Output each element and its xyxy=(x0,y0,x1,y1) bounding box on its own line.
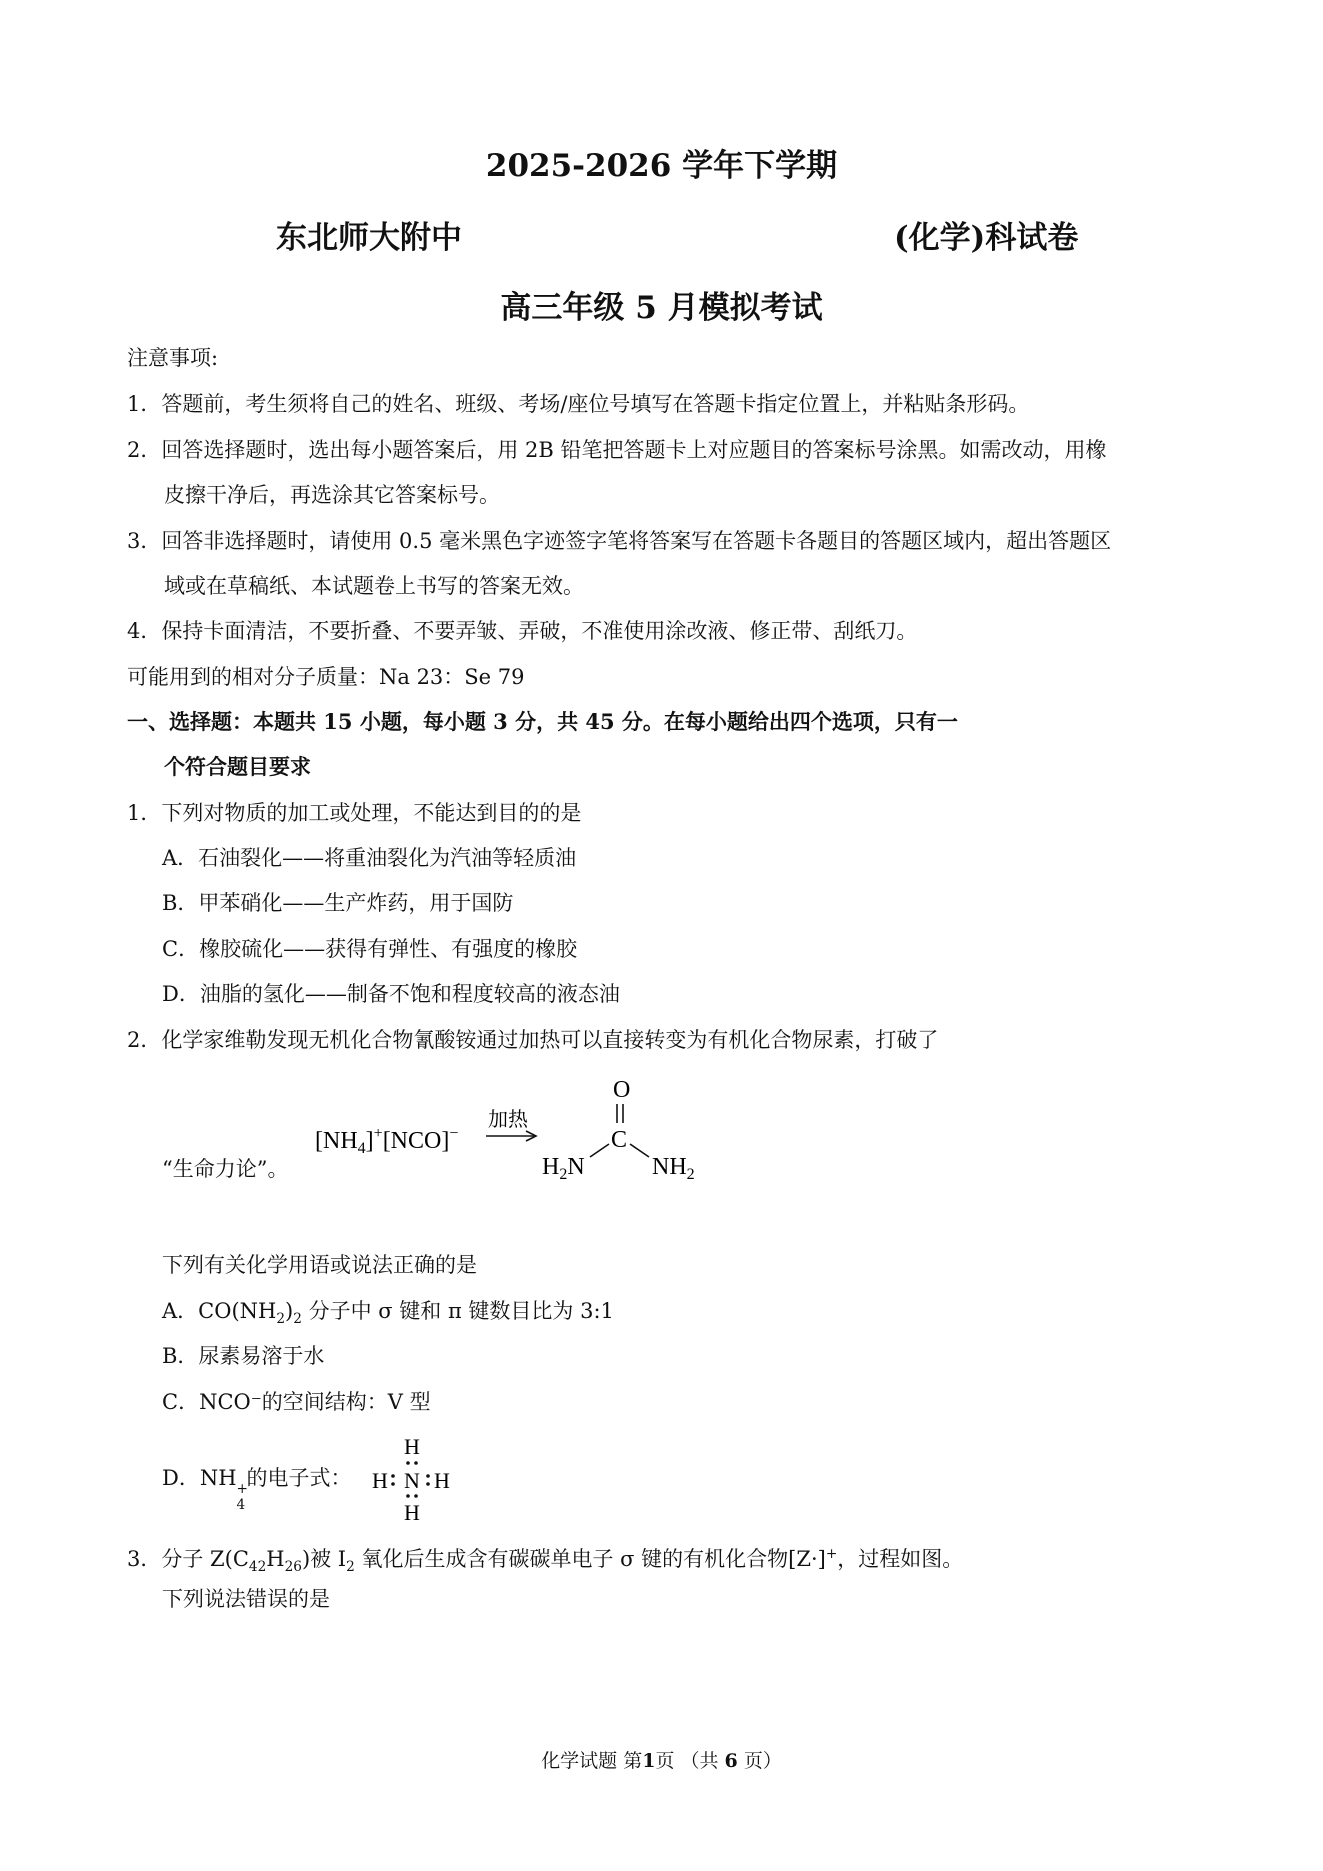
h-right: H xyxy=(434,1468,450,1493)
subject-title: (化学)科试卷 xyxy=(894,220,1079,256)
ammonium-formula: $[NH_4]^+[NCO]^-$ xyxy=(315,1125,459,1157)
question-2-option-c: C．NCO⁻的空间结构：V 型 xyxy=(162,1390,431,1414)
relative-mass-line: 可能用到的相对分子质量：Na 23：Se 79 xyxy=(127,665,525,689)
notice-heading: 注意事项: xyxy=(127,346,219,370)
question-1-option-b: B．甲苯硝化——生产炸药，用于国防 xyxy=(162,891,514,915)
h-bottom: H xyxy=(404,1500,420,1525)
notice-item-2: 2．回答选择题时，选出每小题答案后，用 2B 铅笔把答题卡上对应题目的答案标号涂黑。如需改动，用橡 xyxy=(127,438,1107,462)
question-2-prompt: 下列有关化学用语或说法正确的是 xyxy=(162,1253,477,1277)
question-1-option-c: C．橡胶硫化——获得有弹性、有强度的橡胶 xyxy=(162,937,578,961)
urea-oxygen: O xyxy=(613,1077,631,1103)
notice-item-4: 4．保持卡面清洁，不要折叠、不要弄皱、弄破，不准使用涂改液、修正带、刮纸刀。 xyxy=(127,619,918,643)
exam-name: 高三年级 5 月模拟考试 xyxy=(500,290,823,326)
school-name: 东北师大附中 xyxy=(276,220,462,256)
heating-condition: 加热 xyxy=(488,1109,528,1131)
notice-item-3: 3．回答非选择题时，请使用 0.5 毫米黑色字迹签字笔将答案写在答题卡各题目的答题区域内，超出答题区 xyxy=(127,529,1112,553)
exam-term-title: 2025-2026 学年下学期 xyxy=(485,148,838,184)
question-2-option-a: A．$CO(NH_2)_2$ 分子中 σ 键和 π 键数目比为 3:1 xyxy=(162,1299,614,1328)
question-1-option-d: D．油脂的氢化——制备不饱和程度较高的液态油 xyxy=(162,982,620,1006)
bond-right xyxy=(630,1144,649,1157)
section-heading-cont: 个符合题目要求 xyxy=(164,754,311,779)
h-top: H xyxy=(404,1436,420,1459)
question-2-option-d: D．NH + 4 的电子式： xyxy=(162,1466,352,1513)
ammonium-electron-formula xyxy=(368,1436,460,1526)
question-2-stem-tail: “生命力论”。 xyxy=(162,1157,289,1181)
h-left: H xyxy=(372,1468,388,1493)
reaction-scheme xyxy=(300,1070,740,1190)
question-2-option-b: B．尿素易溶于水 xyxy=(162,1344,325,1368)
notice-item-2-cont: 皮擦干净后，再选涂其它答案标号。 xyxy=(164,483,500,507)
question-3-prompt: 下列说法错误的是 xyxy=(162,1587,330,1611)
n-center: N xyxy=(404,1468,420,1493)
section-heading: 一、选择题：本题共 15 小题，每小题 3 分，共 45 分。在每小题给出四个选项，只有一 xyxy=(127,709,958,734)
question-3-stem: 3．分子 $Z(C_{42}H_{26})$被 $I_2$ 氧化后生成含有碳碳单电子 σ 键的有机化合物[Z·]+，过程如图。 xyxy=(127,1546,964,1576)
question-1-stem: 1．下列对物质的加工或处理，不能达到目的的是 xyxy=(127,801,582,825)
question-1-option-a: A．石油裂化——将重油裂化为汽油等轻质油 xyxy=(162,846,577,870)
urea-carbon: C xyxy=(611,1127,628,1153)
notice-item-1: 1．答题前，考生须将自己的姓名、班级、考场/座位号填写在答题卡指定位置上，并粘贴条形码。 xyxy=(127,392,1030,416)
urea-h2n: $H_2N$ xyxy=(542,1154,585,1183)
page-footer: 化学试题 第1页 （共 6 页） xyxy=(541,1750,782,1772)
urea-nh2: $NH_2$ xyxy=(652,1154,695,1183)
notice-item-3-cont: 域或在草稿纸、本试题卷上书写的答案无效。 xyxy=(164,574,584,598)
bond-left xyxy=(590,1144,609,1157)
question-2-stem: 2．化学家维勒发现无机化合物氰酸铵通过加热可以直接转变为有机化合物尿素，打破了 xyxy=(127,1028,939,1052)
